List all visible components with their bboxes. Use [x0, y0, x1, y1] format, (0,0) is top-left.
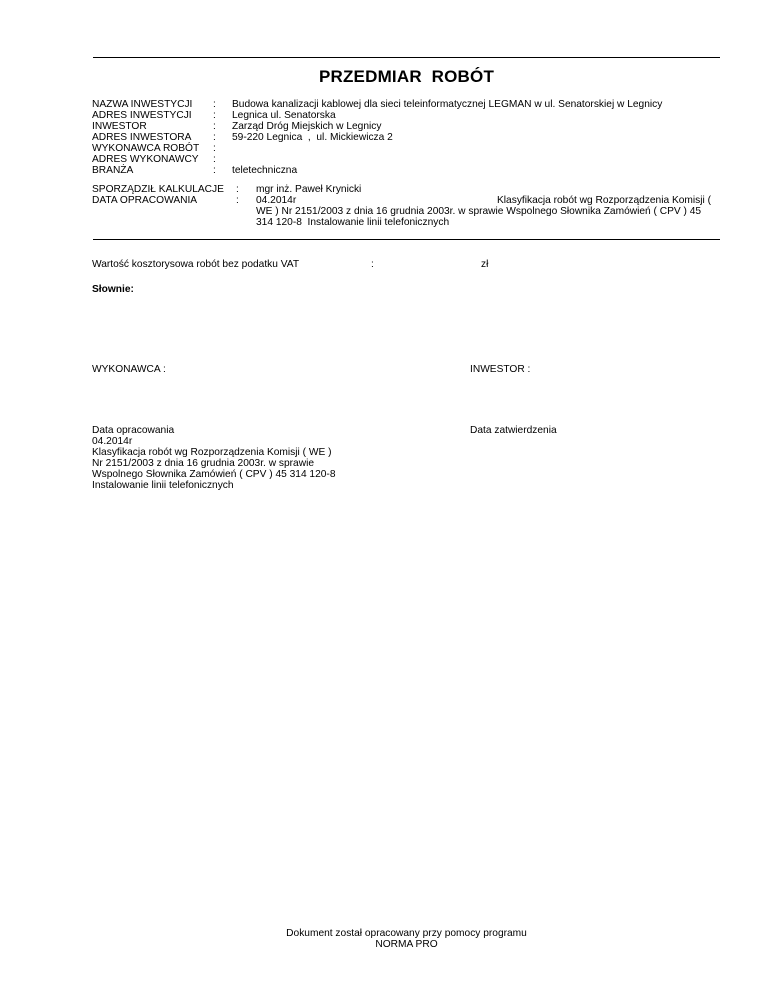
approval-date-label: Data zatwierdzenia: [470, 425, 557, 436]
date-value: 04.2014r: [256, 195, 297, 206]
prep-line: Wspolnego Słownika Zamówień ( CPV ) 45 314 120-8: [92, 469, 336, 480]
header-label: INWESTOR: [92, 121, 147, 132]
classification-line-3: 314 120-8 Instalowanie linii telefonicznych: [256, 217, 450, 228]
header-sep: :: [213, 99, 216, 110]
prep-line: Data opracowania: [92, 425, 175, 436]
header-label: ADRES INWESTYCJI: [92, 110, 192, 121]
document-title: PRZEDMIAR ROBÓT: [318, 67, 495, 86]
header-label: WYKONAWCA ROBÓT: [92, 143, 200, 154]
prepared-by-value: mgr inż. Paweł Krynicki: [256, 184, 362, 195]
header-label: ADRES WYKONAWCY: [92, 154, 199, 165]
prep-line: Instalowanie linii telefonicznych: [92, 480, 234, 491]
header-sep: :: [213, 121, 216, 132]
value-label: Wartość kosztorysowa robót bez podatku VAT: [92, 259, 300, 270]
classification-line-1: Klasyfikacja robót wg Rozporządzenia Komisji (: [497, 195, 712, 206]
header-value: [232, 154, 662, 165]
header-value: 59-220 Legnica , ul. Mickiewicza 2: [232, 132, 393, 143]
header-value: teletechniczna: [232, 165, 298, 176]
header-label: NAZWA INWESTYCJI: [92, 99, 193, 110]
top-rule: [93, 57, 720, 58]
prep-line: Nr 2151/2003 z dnia 16 grudnia 2003r. w sprawie: [92, 458, 315, 469]
footer-line: NORMA PRO: [375, 939, 438, 950]
header-value: Budowa kanalizacji kablowej dla sieci teleinformatycznej LEGMAN w ul. Senatorskiej w Legnicy: [232, 99, 663, 110]
header-values: [232, 99, 662, 176]
date-sep: :: [236, 195, 239, 206]
header-sep: :: [213, 165, 216, 176]
value-currency: zł: [481, 259, 489, 270]
in-words-label: Słownie:: [92, 284, 134, 295]
header-separators: [213, 99, 216, 176]
header-sep: :: [213, 110, 216, 121]
preparation-block: [92, 425, 336, 491]
value-sep: :: [371, 259, 374, 270]
header-label: BRANŻA: [92, 165, 134, 176]
footer-line: Dokument został opracowany przy pomocy programu: [286, 928, 527, 939]
header-value: [232, 143, 662, 154]
investor-label: INWESTOR :: [470, 364, 531, 375]
footer: [93, 928, 720, 950]
prep-line: 04.2014r: [92, 436, 133, 447]
date-label: DATA OPRACOWANIA: [92, 195, 198, 206]
header-sep: :: [213, 154, 216, 165]
prepared-by-label: SPORZĄDZIŁ KALKULACJE: [92, 184, 224, 195]
header-value: Zarząd Dróg Miejskich w Legnicy: [232, 121, 382, 132]
prepared-by-sep: :: [236, 184, 239, 195]
header-sep: :: [213, 132, 216, 143]
middle-rule: [93, 239, 720, 240]
header-sep: :: [213, 143, 216, 154]
header-label: ADRES INWESTORA: [92, 132, 192, 143]
header-labels: [92, 99, 199, 176]
classification-line-2: WE ) Nr 2151/2003 z dnia 16 grudnia 2003r. w sprawie Wspolnego Słownika Zamówień ( CPV ) 45: [256, 206, 702, 217]
header-value: Legnica ul. Senatorska: [232, 110, 336, 121]
prep-line: Klasyfikacja robót wg Rozporządzenia Komisji ( WE ): [92, 447, 332, 458]
contractor-label: WYKONAWCA :: [92, 364, 166, 375]
